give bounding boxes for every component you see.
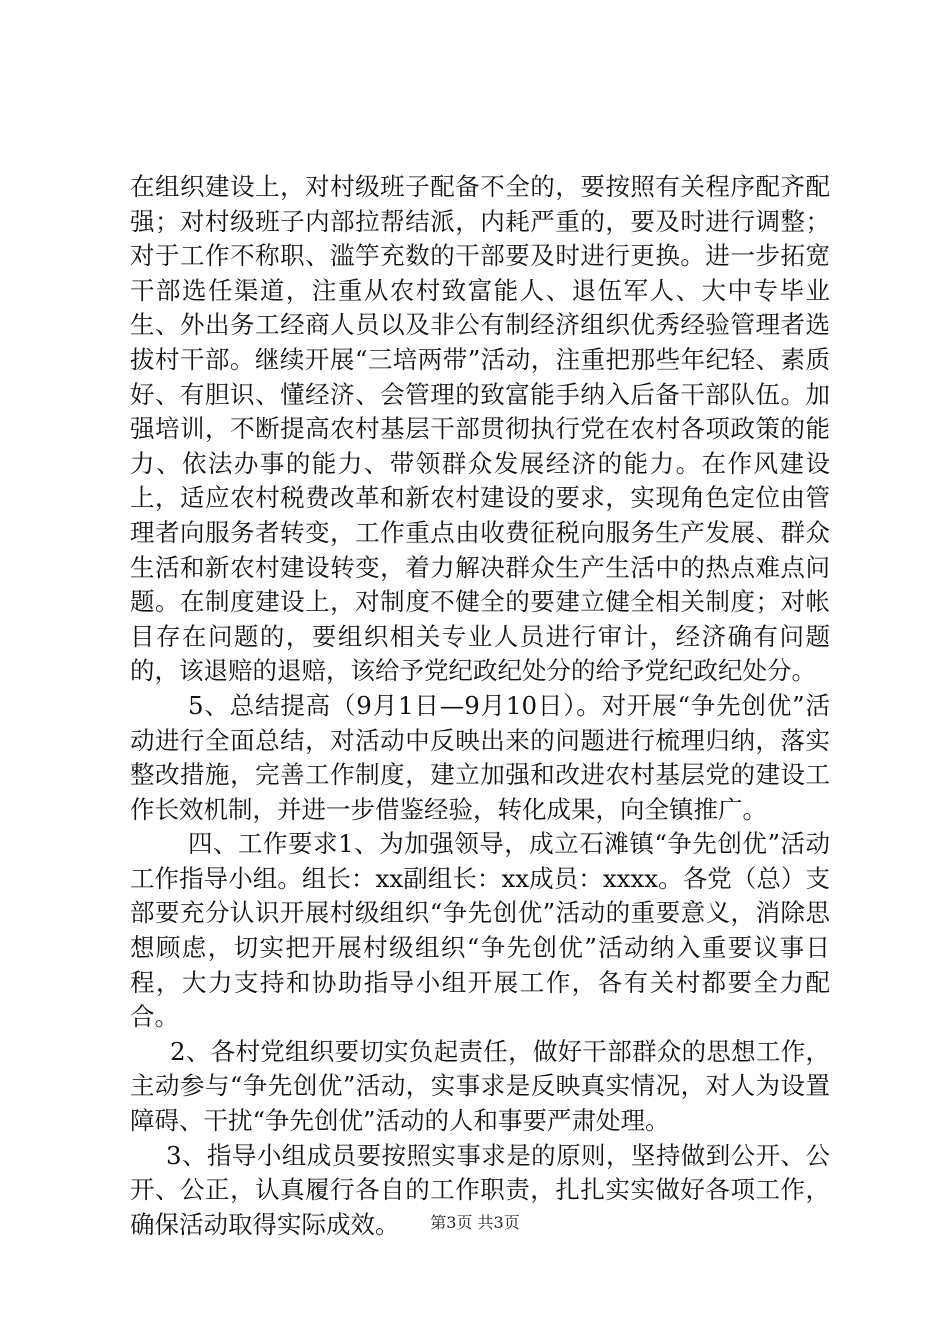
document-body	[130, 170, 830, 1242]
paragraph-requirement-3: 3、指导小组成员要按照实事求是的原则，坚持做到公开、公开、公正，认真履行各自的工作职责，扎扎实实做好各项工作，确保活动取得实际成效。	[130, 1140, 830, 1239]
paragraph-summary-phase: 5、总结提高（9月1日—9月10日）。对开展“争先创优”活动进行全面总结，对活动中反映出来的问题进行梳理归纳，落实整改措施，完善工作制度，建立加强和改进农村基层党的建设工作长效机制，并进一步借鉴经验，转化成果，向全镇推广。	[130, 690, 830, 824]
paragraph-requirement-2: 2、各村党组织要切实负起责任，做好干部群众的思想工作，主动参与“争先创优”活动，实事求是反映真实情况，对人为设置障碍、干扰“争先创优”活动的人和事要严肃处理。	[130, 1036, 830, 1136]
page-footer: 第3页 共3页	[430, 1213, 520, 1232]
paragraph-work-requirements: 四、工作要求1、为加强领导，成立石滩镇“争先创优”活动工作指导小组。组长：xx副组长：xx成员：xxxx。各党（总）支部要充分认识开展村级组织“争先创优”活动的重要意义，消除思想顾虑，切实把开展村级组织“争先创优”活动纳入重要议事日程，大力支持和协助指导小组开展工作，各有关村都要全力配合。	[130, 829, 830, 1032]
paragraph-organization-building: 在组织建设上，对村级班子配备不全的，要按照有关程序配齐配强；对村级班子内部拉帮结派，内耗严重的，要及时进行调整；对于工作不称职、滥竽充数的干部要及时进行更换。进一步拓宽干部选任渠道，注重从农村致富能人、退伍军人、大中专毕业生、外出务工经商人员以及非公有制经济组织优秀经验管理者选拔村干部。继续开展“三培两带”活动，注重把那些年纪轻、素质好、有胆识、懂经济、会管理的致富能手纳入后备干部队伍。加强培训，不断提高农村基层干部贯彻执行党在农村各项政策的能力、依法办事的能力、带领群众发展经济的能力。在作风建设上，适应农村税费改革和新农村建设的要求，实现角色定位由管理者向服务者转变，工作重点由收费征税向服务生产发展、群众生活和新农村建设转变，着力解决群众生产生活中的热点难点问题。在制度建设上，对制度不健全的要建立健全相关制度；对帐目存在问题的，要组织相关专业人员进行审计，经济确有问题的，该退赔的退赔，该给予党纪政纪处分的给予党纪政纪处分。	[130, 172, 830, 686]
